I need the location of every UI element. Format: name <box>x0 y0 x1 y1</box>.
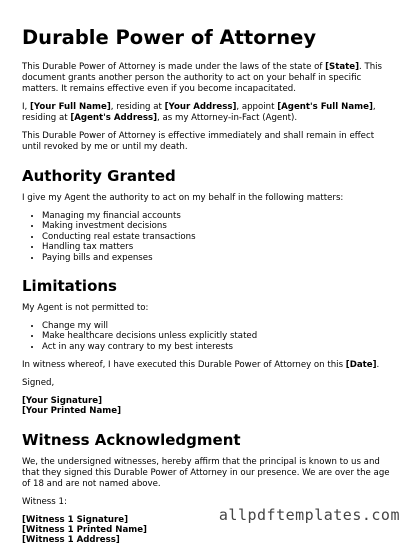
appointment-text-1: I, <box>22 102 30 112</box>
appointment-text-3: , appoint <box>236 102 278 112</box>
witness-clause-text-2: . <box>376 360 380 371</box>
agent-address-placeholder: [Agent's Address] <box>70 113 158 123</box>
appointment-text-5: , as my Attorney-in-Fact (Agent). <box>157 113 298 123</box>
date-placeholder: [Date] <box>345 360 377 371</box>
witness-label: Witness 1: <box>22 496 67 507</box>
intro-text-1: This Durable Power of Attorney is made under the laws of the state of <box>22 62 326 72</box>
limitations-list <box>22 321 394 352</box>
list-item: • Change my will <box>42 321 394 331</box>
intro-paragraph <box>22 62 394 95</box>
signature-placeholder: [Your Signature] <box>22 396 103 407</box>
list-item: • Managing my financial accounts <box>42 211 394 221</box>
full-name-placeholder: [Your Full Name] <box>30 102 111 112</box>
list-item: • Paying bills and expenses <box>42 253 394 263</box>
limitations-intro: My Agent is not permitted to: <box>22 303 149 314</box>
list-item: • Conducting real estate transactions <box>42 232 394 242</box>
list-item: • Making investment decisions <box>42 221 394 231</box>
list-item: • Make healthcare decisions unless explicitly stated <box>42 331 394 341</box>
signature-block <box>22 396 394 416</box>
list-item: • Handling tax matters <box>42 242 394 252</box>
printed-name-placeholder: [Your Printed Name] <box>22 406 121 417</box>
intro-text-2: . This document grants another person the authority to act on your behalf in specific matters. It remains effective even if you become incapacitated. <box>22 62 383 94</box>
signed-label: Signed, <box>22 378 55 389</box>
authority-heading: Authority Granted <box>22 167 176 185</box>
authority-intro: I give my Agent the authority to act on my behalf in the following matters: <box>22 193 344 203</box>
agent-name-placeholder: [Agent's Full Name] <box>277 102 373 112</box>
witness-clause-text-1: In witness whereof, I have executed this Durable Power of Attorney on this <box>22 360 346 371</box>
limitations-heading: Limitations <box>22 277 117 296</box>
list-item: • Act in any way contrary to my best interests <box>42 342 394 352</box>
appointment-text-4: , residing at <box>22 102 376 123</box>
witness-signature-placeholder: [Witness 1 Signature] <box>22 514 129 525</box>
document-title: Durable Power of Attorney <box>22 26 317 49</box>
effective-paragraph: This Durable Power of Attorney is effective immediately and shall remain in effect until revoked by me or until my death. <box>22 131 375 152</box>
watermark: allpdftemplates.com <box>218 506 400 524</box>
appointment-text-2: , residing at <box>110 102 165 112</box>
acknowledgment-text: We, the undersigned witnesses, hereby affirm that the principal is known to us and that they signed this Durable Power of Attorney in our presence. We are over the age of 18 and are not named above. <box>22 456 390 489</box>
state-placeholder: [State] <box>325 62 359 72</box>
acknowledgment-heading: Witness Acknowledgment <box>22 430 241 449</box>
document-page <box>22 26 394 552</box>
witness-printed-name-placeholder: [Witness 1 Printed Name] <box>22 524 147 535</box>
authority-list <box>22 211 394 263</box>
appointment-paragraph <box>22 102 394 124</box>
witness-clause <box>22 360 394 371</box>
witness-address-placeholder: [Witness 1 Address] <box>22 535 120 546</box>
address-placeholder: [Your Address] <box>164 102 237 112</box>
